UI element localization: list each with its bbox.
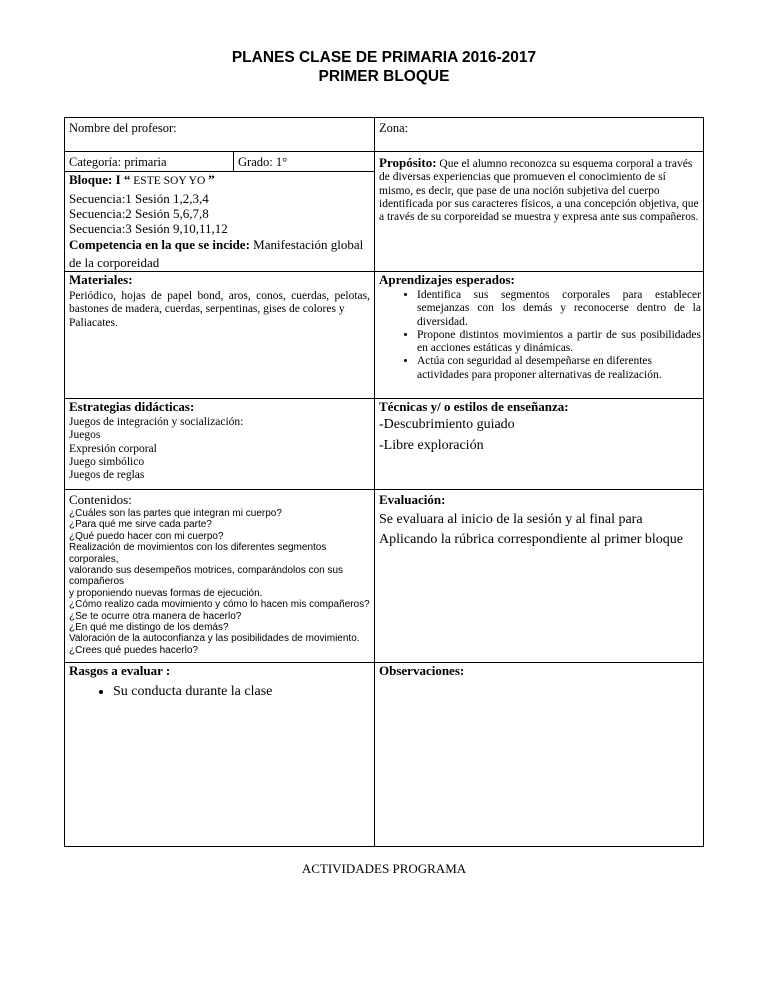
aprendizajes-label: Aprendizajes esperados: (379, 272, 515, 287)
proposito-text: Que el alumno reconozca su esquema corporal a través de diversas experiencias que promueven el conocimiento de sí mismo, es decir, que pase de una noción subjetiva del cuerpo identificada por sus caracteres físicos, a una concepción objetiva, que a través de su corporeidad se muestra y expresa ante sus compañeros. (379, 158, 699, 224)
rasgos-cell (65, 663, 374, 701)
title-line-1: PLANES CLASE DE PRIMARIA 2016-2017 (231, 49, 537, 66)
list-item: ¿Cómo realizo cada movimiento y cómo lo hacen mis compañeros? (69, 599, 370, 611)
list-item: ¿Para qué me sirve cada parte? (69, 519, 212, 531)
materiales-text-2: Paliacates. (69, 316, 118, 329)
tecnicas-cell (375, 399, 705, 455)
categoria-cell (65, 155, 233, 169)
zona-label: Zona: (379, 121, 409, 135)
list-item: Juegos de reglas (69, 469, 145, 482)
page-title (0, 48, 768, 86)
footer-text: ACTIVIDADES PROGRAMA (301, 861, 467, 876)
column-divider (374, 118, 375, 846)
tecnicas-label: Técnicas y/ o estilos de enseñanza: (379, 399, 569, 414)
lesson-plan-table (64, 117, 704, 847)
bloque-cell (65, 172, 374, 272)
secuencia-2: Secuencia:2 Sesión 5,6,7,8 (69, 206, 209, 222)
evaluacion-text: Se evaluara al inicio de la sesión y al final para Aplicando la rúbrica correspondiente al primer bloque (379, 512, 683, 547)
nombre-profesor-label: Nombre del profesor: (69, 121, 177, 135)
list-item: • Propone distintos movimientos a partir de sus posibilidades en acciones estáticas y dinámicas. (417, 329, 701, 356)
title-line-2: PRIMER BLOQUE (318, 68, 450, 85)
estrategias-cell (65, 399, 374, 482)
list-item: • Actúa con seguridad al desempeñarse en diferentes actividades para proponer alternativas de realización. (417, 355, 701, 382)
list-item: Juegos (69, 429, 101, 442)
proposito-label: Propósito: (379, 155, 437, 170)
aprendizajes-cell (375, 272, 705, 382)
proposito-cell (375, 155, 705, 224)
materiales-cell (65, 272, 374, 330)
list-item: Juego simbólico (69, 455, 145, 468)
evaluacion-label: Evaluación: (379, 492, 446, 507)
grado-text: Grado: 1° (238, 155, 288, 169)
bloque-value: ESTE SOY YO (130, 175, 209, 187)
rasgos-list (69, 682, 370, 701)
list-item: ¿Crees qué puedes hacerlo? (69, 644, 198, 656)
list-item: Juegos de integración y socialización: (69, 416, 244, 428)
estrategias-label: Estrategias didácticas: (69, 399, 195, 414)
categoria-text: Categoría: primaria (69, 155, 167, 169)
list-item: • Identifica sus segmentos corporales para establecer semejanzas con los demás y reconocerse dentro de la diversidad. (417, 289, 701, 329)
list-item: Realización de movimientos con los diferentes segmentos corporales, (69, 542, 327, 565)
bloque-label: Bloque: I “ (69, 172, 131, 187)
zona-cell (375, 121, 705, 135)
competencia-label: Competencia en la que se incide: (69, 237, 250, 253)
list-item: ¿En qué me distingo de los demás? (69, 622, 229, 634)
secuencia-3: Secuencia:3 Sesión 9,10,11,12 (69, 221, 228, 237)
evaluacion-cell (375, 492, 705, 550)
secuencia-1: Secuencia:1 Sesión 1,2,3,4 (69, 191, 209, 207)
nombre-profesor-cell (65, 121, 374, 135)
list-item: ¿Cuáles son las partes que integran mi cuerpo? (69, 508, 282, 519)
list-item: Expresión corporal (69, 442, 157, 455)
observaciones-label: Observaciones: (379, 663, 465, 678)
list-item: Valoración de la autoconfianza y las posibilidades de movimiento. (69, 633, 360, 645)
rasgos-label: Rasgos a evaluar : (69, 663, 171, 678)
row-divider (65, 489, 703, 490)
list-item: y proponiendo nuevas formas de ejecución. (69, 587, 263, 599)
list-item: valorando sus desempeños motrices, comparándolos con sus compañeros (69, 565, 344, 588)
observaciones-cell (375, 663, 705, 678)
aprendizajes-list (379, 289, 701, 382)
materiales-text: Periódico, hojas de papel bond, aros, conos, cuerdas, pelotas, bastones de madera, cuerdas, serpentinas, gises de colores y (69, 290, 370, 316)
competencia-value: Manifestación global de la corporeidad (69, 237, 364, 271)
list-item: -Descubrimiento guiado (379, 417, 515, 432)
materiales-label: Materiales: (69, 272, 133, 287)
contenidos-label: Contenidos: (69, 492, 132, 507)
row-divider (65, 151, 703, 152)
list-item: ¿Qué puedo hacer con mi cuerpo? (69, 530, 224, 542)
list-item: -Libre exploración (379, 438, 484, 453)
list-item: ¿Se te ocurre otra manera de hacerlo? (69, 610, 242, 622)
list-item: • Su conducta durante la clase (113, 682, 370, 701)
bloque-end: ” (208, 172, 215, 187)
contenidos-cell (65, 492, 374, 656)
grado-cell (234, 155, 374, 169)
